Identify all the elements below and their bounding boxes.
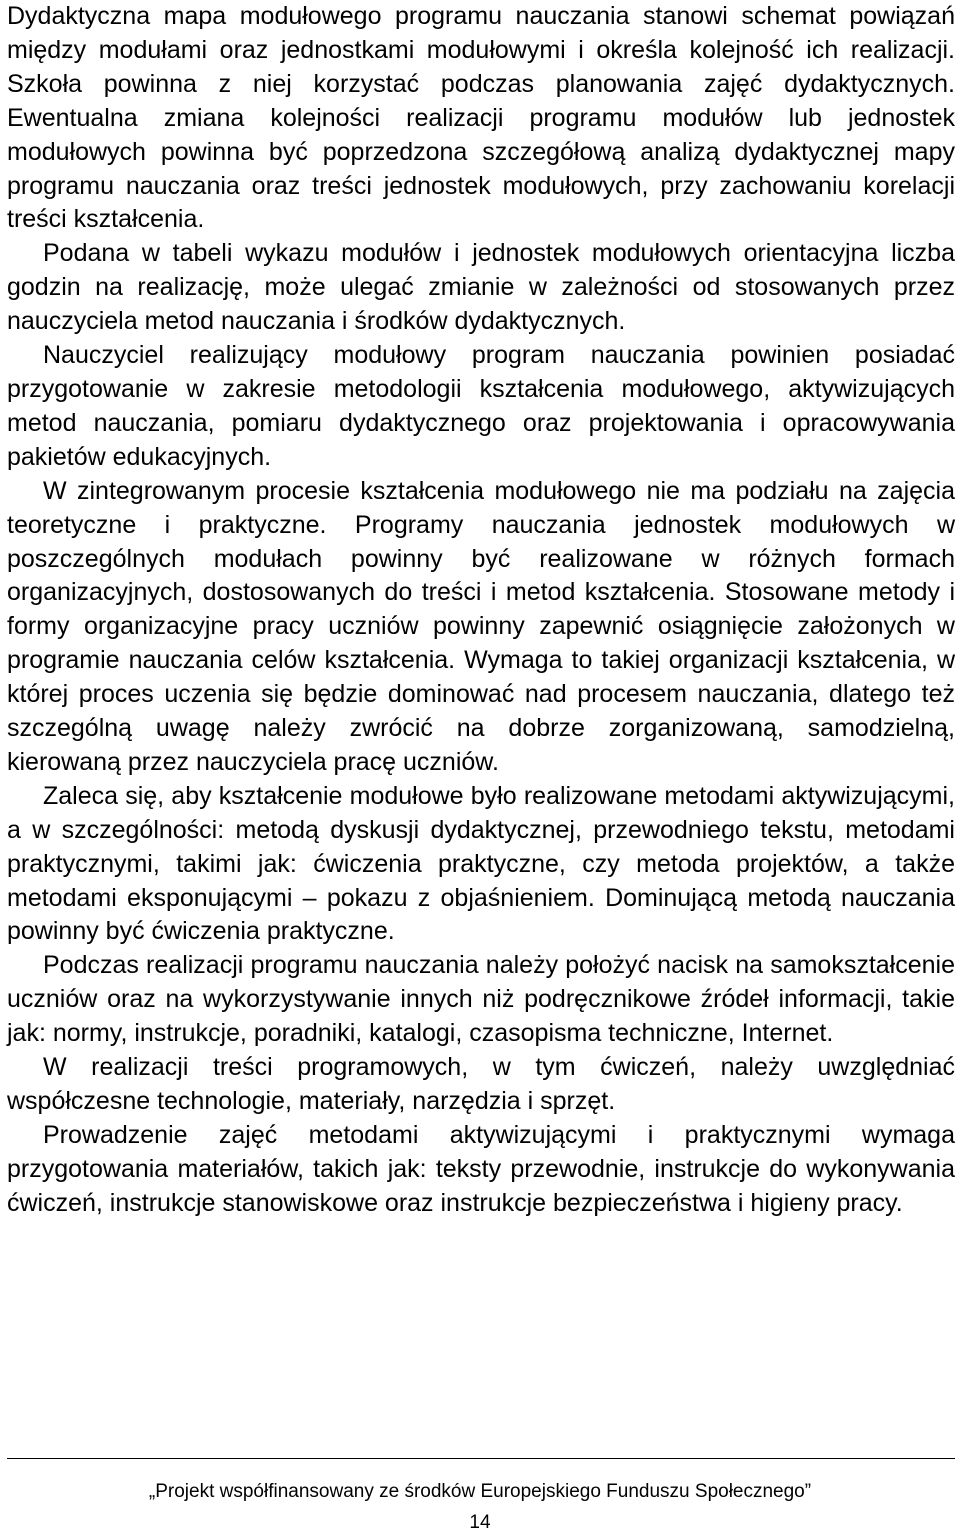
page-number: 14	[469, 1512, 491, 1533]
paragraph-6: Podczas realizacji programu nauczania należy położyć nacisk na samokształcenie uczniów oraz na wykorzystywanie innych niż podręcznikowe źródeł informacji, takie jak: normy, instrukcje, poradniki, katalogi, czasopisma techniczne, Internet.	[7, 951, 955, 1048]
paragraph-4: W zintegrowanym procesie kształcenia modułowego nie ma podziału na zajęcia teoretyczne i praktyczne. Programy nauczania jednostek modułowych w poszczególnych modułach powinny być realizowane w różnych formach organizacyjnych, dostosowanych do treści i metod kształcenia. Stosowane metody i formy organizacyjne pracy uczniów powinny zapewnić osiągnięcie założonych w programie nauczania celów kształcenia. Wymaga to takiej organizacji kształcenia, w której proces uczenia się będzie dominować nad procesem nauczania, dlatego też szczególną uwagę należy zwrócić na dobrze zorganizowaną, samodzielną, kierowaną przez nauczyciela pracę uczniów.	[7, 476, 955, 776]
paragraph-1: Dydaktyczna mapa modułowego programu nauczania stanowi schemat powiązań między modułami oraz jednostkami modułowymi i określa kolejność ich realizacji. Szkoła powinna z niej korzystać podczas planowania zajęć dydaktycznych. Ewentualna zmiana kolejności realizacji programu modułów lub jednostek modułowych powinna być poprzedzona szczegółową analizą dydaktycznej mapy programu nauczania oraz treści jednostek modułowych, przy zachowaniu korelacji treści kształcenia.	[7, 2, 955, 234]
footer-divider	[7, 1458, 955, 1459]
paragraph-2: Podana w tabeli wykazu modułów i jednostek modułowych orientacyjna liczba godzin na realizację, może ulegać zmianie w zależności od stosowanych przez nauczyciela metod nauczania i środków dydaktycznych.	[7, 239, 955, 336]
footer-funding-note: „Projekt współfinansowany ze środków Europejskiego Funduszu Społecznego”	[148, 1481, 812, 1502]
paragraph-5: Zaleca się, aby kształcenie modułowe było realizowane metodami aktywizującymi, a w szczególności: metodą dyskusji dydaktycznej, przewodniego tekstu, metodami praktycznymi, takimi jak: ćwiczenia praktyczne, czy metoda projektów, a także metodami eksponującymi – pokazu z objaśnieniem. Dominującą metodą nauczania powinny być ćwiczenia praktyczne.	[7, 781, 955, 946]
paragraph-8: Prowadzenie zajęć metodami aktywizującymi i praktycznymi wymaga przygotowania materiałów, takich jak: teksty przewodnie, instrukcje do wykonywania ćwiczeń, instrukcje stanowiskowe oraz instrukcje bezpieczeństwa i higieny pracy.	[7, 1120, 955, 1217]
paragraph-3: Nauczyciel realizujący modułowy program nauczania powinien posiadać przygotowanie w zakresie metodologii kształcenia modułowego, aktywizujących metod nauczania, pomiaru dydaktycznego oraz projektowania i opracowywania pakietów edukacyjnych.	[7, 341, 955, 471]
document-body	[7, 0, 955, 1221]
paragraph-7: W realizacji treści programowych, w tym ćwiczeń, należy uwzględniać współczesne technologie, materiały, narzędzia i sprzęt.	[7, 1053, 955, 1115]
